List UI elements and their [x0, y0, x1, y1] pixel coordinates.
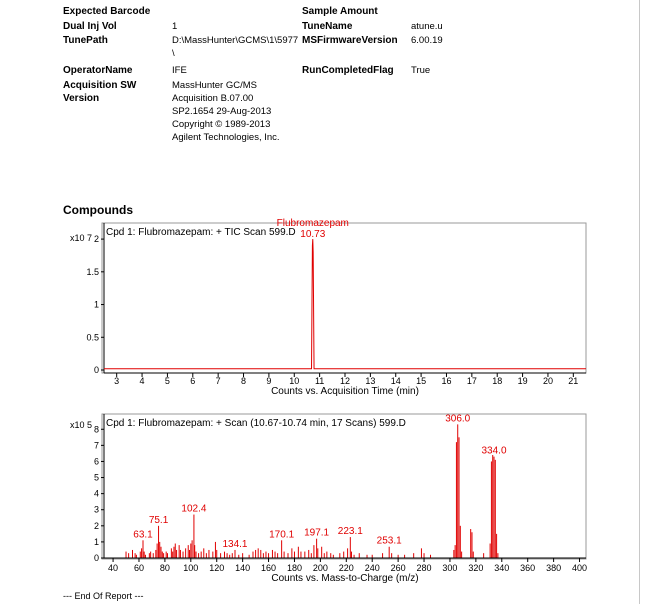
spectrum-y-tick-label: 3	[93, 504, 99, 515]
tic-x-tick-label: 7	[215, 376, 221, 386]
dual-inj-vol-value: 1	[172, 21, 178, 32]
spectrum-x-tick-label: 260	[390, 563, 406, 573]
spectrum-peak-label: 102.4	[181, 503, 207, 515]
spectrum-y-multiplier: x10 5	[70, 420, 93, 430]
compounds-heading: Compounds	[63, 203, 133, 217]
tic-y-tick-label: 0	[93, 365, 99, 375]
tic-y-multiplier: x10 7	[70, 233, 93, 243]
dual-inj-vol-label: Dual Inj Vol	[63, 21, 117, 32]
tic-x-tick-label: 8	[241, 376, 247, 386]
spectrum-peak-label: 170.1	[269, 529, 295, 541]
tic-x-tick-label: 10	[289, 376, 300, 386]
spectrum-y-tick-label: 6	[93, 456, 99, 467]
spectrum-y-tick-label: 0	[93, 553, 99, 563]
end-of-report: --- End Of Report ---	[63, 591, 144, 601]
spectrum-x-tick-label: 40	[108, 563, 119, 573]
tic-x-axis-title: Counts vs. Acquisition Time (min)	[271, 386, 419, 397]
tic-y-tick-label: 1.5	[86, 266, 99, 277]
spectrum-x-tick-label: 180	[286, 563, 302, 573]
tic-peak-name-label: Flubromazepam	[276, 218, 349, 230]
tune-path-value: D:\MassHunter\GCMS\1\5977	[172, 35, 299, 46]
spectrum-peak-label: 134.1	[222, 538, 248, 550]
spectrum-x-axis-title: Counts vs. Mass-to-Charge (m/z)	[271, 573, 419, 584]
spectrum-peak-label: 334.0	[481, 445, 507, 457]
tic-x-tick-label: 3	[114, 376, 120, 386]
tic-x-tick-label: 19	[517, 376, 528, 386]
spectrum-x-tick-label: 240	[364, 563, 380, 573]
tic-x-tick-label: 17	[466, 376, 477, 386]
spectrum-peak-label: 197.1	[304, 527, 330, 539]
spectrum-x-tick-label: 140	[235, 563, 251, 573]
acq-sw-label-1: Acquisition SW	[63, 80, 137, 91]
tic-x-tick-label: 4	[139, 376, 145, 386]
spectrum-x-tick-label: 160	[261, 563, 277, 573]
tic-chart-title: Cpd 1: Flubromazepam: + TIC Scan 599.D	[106, 227, 296, 238]
tic-chart-frame	[102, 223, 586, 373]
spectrum-x-tick-label: 320	[468, 563, 484, 573]
operator-label: OperatorName	[63, 65, 133, 76]
run-completed-label: RunCompletedFlag	[302, 65, 394, 76]
tune-path-value-cont: \	[172, 48, 175, 59]
tic-x-tick-label: 14	[390, 376, 401, 386]
tune-path-label: TunePath	[63, 35, 108, 46]
spectrum-peak-label: 75.1	[148, 514, 169, 526]
tune-name-value: atune.u	[411, 21, 443, 32]
tic-y-tick-label: 1	[93, 299, 99, 310]
spectrum-x-tick-label: 220	[338, 563, 354, 573]
tic-x-tick-label: 15	[416, 376, 427, 386]
ms-firmware-label: MSFirmwareVersion	[302, 35, 398, 46]
tic-x-tick-label: 13	[365, 376, 376, 386]
acq-sw-line-4: Copyright © 1989-2013	[172, 119, 271, 130]
spectrum-x-tick-label: 400	[572, 563, 588, 573]
spectrum-peak-label: 306.0	[445, 413, 471, 425]
tic-x-tick-label: 16	[441, 376, 452, 386]
spectrum-x-tick-label: 120	[209, 563, 225, 573]
spectrum-x-tick-label: 300	[442, 563, 458, 573]
spectrum-x-tick-label: 280	[416, 563, 432, 573]
tune-name-label: TuneName	[302, 21, 353, 32]
tic-x-tick-label: 11	[314, 376, 325, 386]
spectrum-x-tick-label: 100	[183, 563, 199, 573]
acq-sw-label-2: Version	[63, 93, 100, 104]
spectrum-x-tick-label: 80	[159, 563, 170, 573]
spectrum-chart-frame	[102, 414, 586, 559]
expected-barcode-label: Expected Barcode	[63, 6, 151, 17]
sample-amount-label: Sample Amount	[302, 6, 378, 17]
tic-x-tick-label: 20	[542, 376, 553, 386]
spectrum-y-tick-label: 8	[93, 424, 99, 435]
acq-sw-line-1: MassHunter GC/MS	[172, 80, 257, 91]
spectrum-x-tick-label: 60	[133, 563, 144, 573]
spectrum-x-tick-label: 360	[520, 563, 536, 573]
tic-peak-rt-label: 10.73	[300, 229, 326, 241]
ms-firmware-value: 6.00.19	[411, 35, 443, 46]
run-completed-value: True	[411, 65, 431, 76]
tic-x-tick-label: 5	[164, 376, 170, 386]
spectrum-y-tick-label: 4	[93, 488, 99, 499]
tic-x-tick-label: 12	[339, 376, 351, 386]
spectrum-y-tick-label: 7	[93, 440, 99, 451]
tic-y-tick-label: 2	[93, 234, 99, 245]
spectrum-x-tick-label: 380	[546, 563, 562, 573]
tic-y-tick-label: 0.5	[86, 332, 99, 343]
spectrum-y-tick-label: 2	[93, 520, 99, 531]
spectrum-peak-label: 223.1	[337, 526, 363, 538]
acq-sw-line-2: Acquisition B.07.00	[172, 93, 254, 104]
tic-x-tick-label: 21	[568, 376, 579, 386]
acq-sw-line-5: Agilent Technologies, Inc.	[172, 132, 280, 143]
spectrum-chart-title: Cpd 1: Flubromazepam: + Scan (10.67-10.74 min, 17 Scans) 599.D	[106, 418, 406, 429]
spectrum-x-tick-label: 340	[494, 563, 510, 573]
operator-value: IFE	[172, 65, 187, 76]
tic-x-tick-label: 6	[190, 376, 196, 386]
spectrum-peak-label: 63.1	[133, 529, 153, 541]
spectrum-x-tick-label: 200	[312, 563, 328, 573]
acq-sw-line-3: SP2.1654 29-Aug-2013	[172, 106, 272, 117]
spectrum-y-tick-label: 5	[93, 472, 99, 483]
tic-x-tick-label: 18	[492, 376, 503, 386]
spectrum-y-tick-label: 1	[93, 536, 99, 547]
tic-x-tick-label: 9	[266, 376, 272, 386]
spectrum-peak-label: 253.1	[376, 535, 402, 547]
